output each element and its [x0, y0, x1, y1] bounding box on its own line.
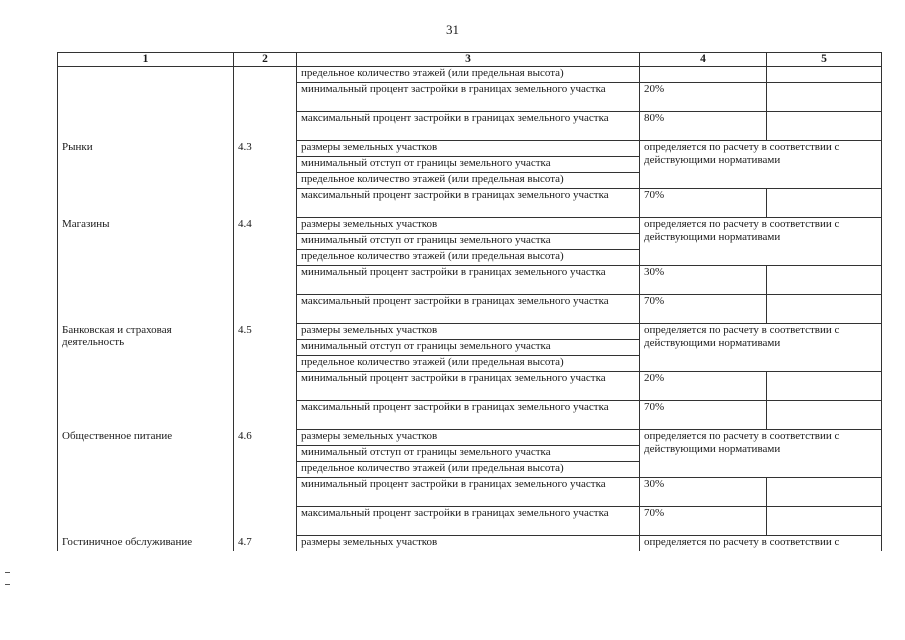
parameter-cell: размеры земельных участков	[297, 536, 640, 551]
use-name-cell: Магазины	[58, 218, 234, 324]
parameter-cell: минимальный процент застройки в границах земельного участка	[297, 266, 640, 295]
column-header: 3	[297, 53, 640, 67]
extra-cell	[767, 295, 882, 324]
scan-mark	[5, 584, 10, 585]
extra-cell	[767, 83, 882, 112]
parameter-cell: размеры земельных участков	[297, 324, 640, 340]
value-cell: 70%	[640, 507, 767, 536]
parameter-cell: минимальный отступ от границы земельного участка	[297, 234, 640, 250]
extra-cell	[767, 112, 882, 141]
parameter-cell: минимальный процент застройки в границах земельного участка	[297, 372, 640, 401]
parameter-cell: максимальный процент застройки в границах земельного участка	[297, 295, 640, 324]
parameter-cell: минимальный процент застройки в границах земельного участка	[297, 478, 640, 507]
value-cell: 30%	[640, 478, 767, 507]
use-code-cell: 4.4	[234, 218, 297, 324]
use-name-cell: Банковская и страховая деятельность	[58, 324, 234, 430]
parameter-cell: размеры земельных участков	[297, 141, 640, 157]
parameter-cell: предельное количество этажей (или предельная высота)	[297, 250, 640, 266]
parameter-cell: максимальный процент застройки в границах земельного участка	[297, 189, 640, 218]
page-number: 31	[446, 22, 459, 37]
column-header: 2	[234, 53, 297, 67]
use-code-cell	[234, 67, 297, 141]
column-header: 5	[767, 53, 882, 67]
extra-cell	[767, 507, 882, 536]
use-name-cell: Гостиничное обслуживание	[58, 536, 234, 551]
value-cell: 30%	[640, 266, 767, 295]
use-name-cell	[58, 67, 234, 141]
value-cell: 70%	[640, 189, 767, 218]
parameter-cell: предельное количество этажей (или предельная высота)	[297, 356, 640, 372]
value-cell: 20%	[640, 83, 767, 112]
table-row	[58, 430, 882, 446]
use-name-cell: Рынки	[58, 141, 234, 218]
parameter-cell: максимальный процент застройки в границах земельного участка	[297, 401, 640, 430]
scan-mark	[5, 572, 10, 573]
extra-cell	[767, 189, 882, 218]
merged-value-cell: определяется по расчету в соответствии с действующими нормативами	[640, 324, 882, 372]
use-code-cell: 4.3	[234, 141, 297, 218]
table-row	[58, 141, 882, 157]
extra-cell	[767, 401, 882, 430]
value-cell: 20%	[640, 372, 767, 401]
parameter-cell: максимальный процент застройки в границах земельного участка	[297, 112, 640, 141]
table-row	[58, 218, 882, 234]
use-code-cell: 4.7	[234, 536, 297, 551]
column-header: 1	[58, 53, 234, 67]
parameter-cell: предельное количество этажей (или предельная высота)	[297, 173, 640, 189]
use-code-cell: 4.5	[234, 324, 297, 430]
regulations-table	[57, 52, 882, 551]
use-name-cell: Общественное питание	[58, 430, 234, 536]
extra-cell	[767, 478, 882, 507]
table-row	[58, 536, 882, 551]
merged-value-cell: определяется по расчету в соответствии с действующими нормативами	[640, 141, 882, 189]
parameter-cell: размеры земельных участков	[297, 430, 640, 446]
extra-cell	[767, 266, 882, 295]
merged-value-cell: определяется по расчету в соответствии с	[640, 536, 882, 551]
extra-cell	[767, 372, 882, 401]
parameter-cell: размеры земельных участков	[297, 218, 640, 234]
parameter-cell: минимальный процент застройки в границах земельного участка	[297, 83, 640, 112]
extra-cell	[767, 67, 882, 83]
table-header-row	[58, 53, 882, 67]
parameter-cell: максимальный процент застройки в границах земельного участка	[297, 507, 640, 536]
parameter-cell: минимальный отступ от границы земельного участка	[297, 446, 640, 462]
use-code-cell: 4.6	[234, 430, 297, 536]
value-cell	[640, 67, 767, 83]
value-cell: 80%	[640, 112, 767, 141]
table-row	[58, 324, 882, 340]
value-cell: 70%	[640, 295, 767, 324]
column-header: 4	[640, 53, 767, 67]
value-cell: 70%	[640, 401, 767, 430]
parameter-cell: предельное количество этажей (или предельная высота)	[297, 462, 640, 478]
parameter-cell: предельное количество этажей (или предельная высота)	[297, 67, 640, 83]
table-row	[58, 67, 882, 83]
merged-value-cell: определяется по расчету в соответствии с действующими нормативами	[640, 218, 882, 266]
parameter-cell: минимальный отступ от границы земельного участка	[297, 157, 640, 173]
merged-value-cell: определяется по расчету в соответствии с действующими нормативами	[640, 430, 882, 478]
parameter-cell: минимальный отступ от границы земельного участка	[297, 340, 640, 356]
